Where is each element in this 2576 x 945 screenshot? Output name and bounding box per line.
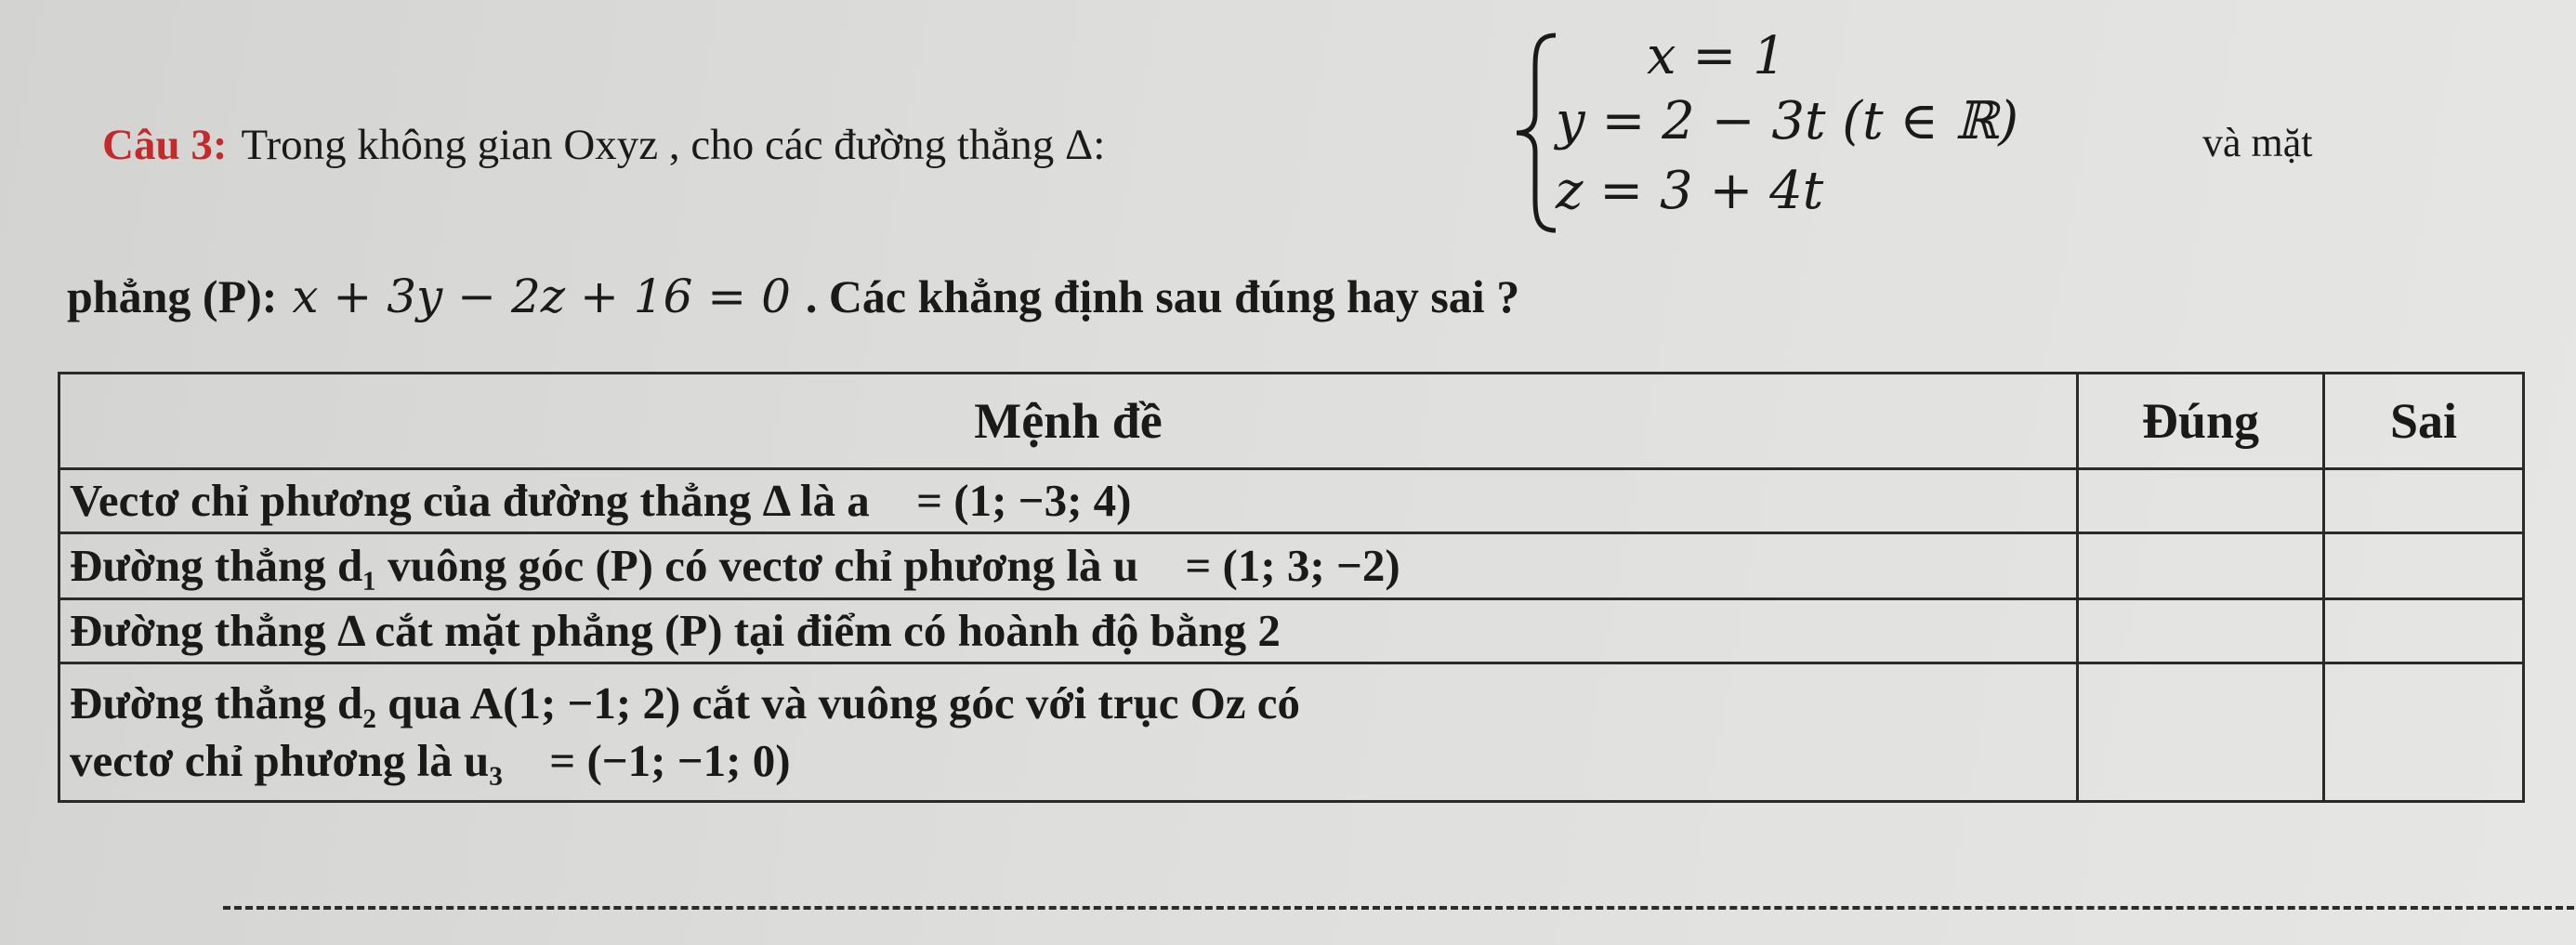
question-line2 bbox=[67, 269, 1519, 323]
question-label: Câu 3: bbox=[102, 121, 228, 169]
false-cell-3[interactable] bbox=[2324, 599, 2524, 663]
statement-3: Đường thẳng Δ cắt mặt phẳng (P) tại điểm có hoành độ bằng 2 bbox=[59, 599, 2078, 663]
system-eq-y: y = 2 − 3t (t ∈ ℝ) bbox=[1556, 91, 2019, 151]
statement-4-line-1: Đường thẳng d₂ qua A(1; −1; 2) cắt và vuông góc với trục Oz có bbox=[70, 677, 1301, 728]
plane-prefix: phẳng (P): bbox=[67, 270, 278, 322]
line-equation-system bbox=[1507, 26, 2214, 240]
question-prompt: . Các khẳng định sau đúng hay sai ? bbox=[805, 270, 1520, 322]
statements-table bbox=[58, 372, 2525, 803]
header-true: Đúng bbox=[2078, 374, 2324, 469]
question-tail: và mặt bbox=[2202, 120, 2313, 165]
false-cell-2[interactable] bbox=[2324, 533, 2524, 599]
question-intro-line bbox=[102, 119, 1105, 170]
statement-2: Đường thẳng d₁ vuông góc (P) có vectơ chỉ phương là u⃗ = (1; 3; −2) bbox=[59, 533, 2078, 599]
plane-equation: x + 3y − 2z + 16 = 0 bbox=[292, 269, 791, 323]
true-cell-1[interactable] bbox=[2078, 469, 2324, 533]
table-row bbox=[59, 533, 2524, 599]
statement-4 bbox=[59, 663, 2078, 802]
statement-1: Vectơ chỉ phương của đường thẳng Δ là a⃗ = (1; −3; 4) bbox=[59, 469, 2078, 533]
header-false: Sai bbox=[2324, 374, 2524, 469]
statement-4-line-2: vectơ chỉ phương là u₃⃗ = (−1; −1; 0) bbox=[70, 735, 791, 786]
question-intro: Trong không gian Oxyz , cho các đường thẳng Δ: bbox=[241, 121, 1106, 169]
table-header-row bbox=[59, 374, 2524, 469]
true-cell-2[interactable] bbox=[2078, 533, 2324, 599]
true-cell-4[interactable] bbox=[2078, 663, 2324, 802]
true-cell-3[interactable] bbox=[2078, 599, 2324, 663]
false-cell-4[interactable] bbox=[2324, 663, 2524, 802]
system-eq-x: x = 1 bbox=[1647, 26, 1786, 86]
table-row bbox=[59, 599, 2524, 663]
false-cell-1[interactable] bbox=[2324, 469, 2524, 533]
table-row bbox=[59, 469, 2524, 533]
brace-icon bbox=[1507, 26, 1563, 240]
header-statement: Mệnh đề bbox=[59, 374, 2078, 469]
table-row bbox=[59, 663, 2524, 802]
answer-dotted-line bbox=[223, 906, 2574, 910]
system-eq-z: z = 3 + 4t bbox=[1556, 161, 1824, 221]
